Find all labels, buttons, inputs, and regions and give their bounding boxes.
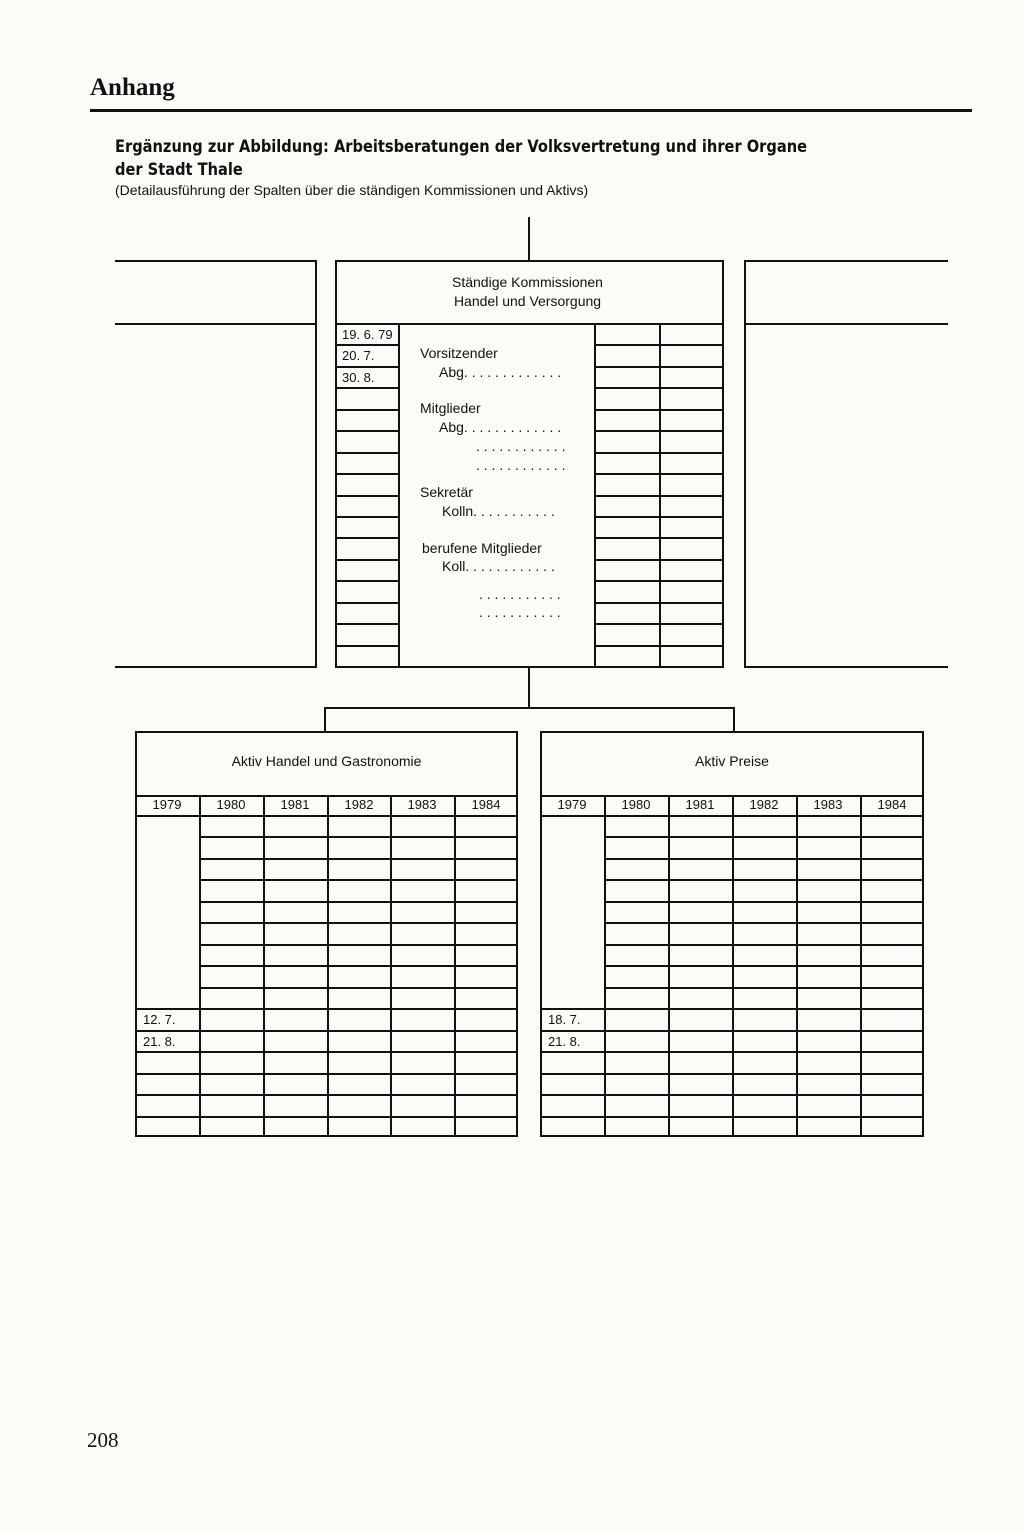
aktiv-row-line — [199, 987, 518, 989]
commission-date-row-line — [335, 537, 399, 539]
commission-date: 20. 7. — [342, 348, 375, 363]
aktiv-row-line — [604, 858, 924, 860]
right-box-bottom — [744, 666, 948, 668]
commission-date-row-line — [335, 430, 399, 432]
commission-right-row-line — [594, 387, 724, 389]
commission-right-row-line — [594, 516, 724, 518]
aktiv-row-line — [540, 1073, 924, 1075]
aktiv-row-line — [540, 1051, 924, 1053]
chair-label: Vorsitzender — [420, 345, 498, 361]
members-line-2: . . . . . . . . . . . . — [476, 438, 566, 454]
heading-line-1: Ergänzung zur Abbildung: Arbeitsberatungen der Volksvertretung und ihrer Organe — [115, 137, 808, 157]
commission-title-line-1: Ständige Kommissionen — [452, 274, 603, 290]
commission-right-row-line — [594, 645, 724, 647]
aktiv-row-line — [540, 1116, 924, 1118]
aktiv-row-line — [135, 1008, 518, 1010]
aktiv-row-line — [135, 1030, 518, 1032]
year-header: 1984 — [877, 797, 907, 812]
commission-date-row-line — [335, 473, 399, 475]
commission-right-row-line — [594, 602, 724, 604]
year-header: 1981 — [685, 797, 715, 812]
commission-header-divider — [335, 323, 724, 325]
members-line-1: Abg. . . . . . . . . . . . . — [439, 419, 562, 435]
secretary-label: Sekretär — [420, 484, 473, 500]
aktiv-row-line — [604, 965, 924, 967]
commission-right-row-line — [594, 580, 724, 582]
year-header: 1979 — [152, 797, 182, 812]
appointed-line-3: . . . . . . . . . . . — [479, 604, 561, 620]
commission-date-row-line — [335, 495, 399, 497]
commission-title — [400, 273, 655, 311]
commission-right-row-line — [594, 366, 724, 368]
year-header: 1981 — [280, 797, 310, 812]
header-rule — [90, 109, 972, 112]
commission-date: 30. 8. — [342, 370, 375, 385]
heading-line-2: der Stadt Thale — [115, 160, 243, 180]
aktiv-row-line — [199, 965, 518, 967]
aktiv-row-line — [540, 1008, 924, 1010]
commission-date-row-line — [335, 580, 399, 582]
aktiv-row-line — [604, 987, 924, 989]
left-box-mid — [115, 323, 317, 325]
aktiv-row-line — [199, 858, 518, 860]
branch-right-drop — [733, 707, 735, 733]
aktiv-date: 12. 7. — [143, 1012, 176, 1027]
aktiv-row-line — [540, 1094, 924, 1096]
page-subheading: (Detailausführung der Spalten über die ständigen Kommissionen und Aktivs) — [115, 182, 589, 198]
page-number: 208 — [87, 1428, 119, 1452]
commission-right-row-line — [594, 623, 724, 625]
aktiv-row-line — [199, 836, 518, 838]
year-header: 1979 — [557, 797, 587, 812]
commission-right-row-line — [594, 559, 724, 561]
aktiv-date: 18. 7. — [548, 1012, 581, 1027]
commission-right-row-line — [594, 409, 724, 411]
appointed-label: berufene Mitglieder — [422, 540, 542, 556]
appointed-line-1: Koll. . . . . . . . . . . . — [442, 558, 555, 574]
year-header: 1982 — [344, 797, 374, 812]
commission-date-row-line — [335, 623, 399, 625]
commission-date-row-line — [335, 452, 399, 454]
commission-right-row-line — [594, 452, 724, 454]
aktiv-row-line — [604, 879, 924, 881]
right-box-mid — [744, 323, 948, 325]
branch-left-drop — [324, 707, 326, 733]
commission-date-row-line — [335, 516, 399, 518]
aktiv-row-line — [199, 901, 518, 903]
aktiv-row-line — [540, 1030, 924, 1032]
commission-date-row-line — [335, 559, 399, 561]
aktiv-row-line — [199, 922, 518, 924]
commission-date-row-line — [335, 387, 399, 389]
aktiv-row-line — [604, 922, 924, 924]
top-connector — [528, 217, 530, 262]
aktiv-row-line — [604, 836, 924, 838]
right-box-side — [744, 260, 746, 668]
members-line-3: . . . . . . . . . . . . — [476, 457, 566, 473]
commission-right-row-line — [594, 495, 724, 497]
commission-right-row-line — [594, 344, 724, 346]
left-box-side — [315, 260, 317, 668]
commission-right-row-line — [594, 537, 724, 539]
year-header: 1983 — [407, 797, 437, 812]
commission-date-row-line — [335, 602, 399, 604]
commission-date-row-line — [335, 344, 399, 346]
aktiv-date: 21. 8. — [548, 1034, 581, 1049]
aktiv-row-line — [135, 1116, 518, 1118]
page-heading — [115, 136, 807, 182]
commission-right-row-line — [594, 473, 724, 475]
aktiv-row-line — [199, 944, 518, 946]
section-title: Anhang — [90, 74, 175, 101]
aktiv-row-line — [604, 944, 924, 946]
aktiv-right-title: Aktiv Preise — [695, 753, 769, 769]
commission-date: 19. 6. 79 — [342, 327, 393, 342]
left-box-bottom — [115, 666, 317, 668]
branch-connector — [324, 707, 735, 709]
commission-title-line-2: Handel und Versorgung — [453, 293, 602, 309]
commission-right-row-line — [594, 430, 724, 432]
aktiv-row-line — [135, 1051, 518, 1053]
year-header: 1980 — [216, 797, 246, 812]
aktiv-row-line — [135, 1094, 518, 1096]
aktiv-row-line — [199, 879, 518, 881]
aktiv-date: 21. 8. — [143, 1034, 176, 1049]
year-header: 1983 — [813, 797, 843, 812]
year-header: 1982 — [749, 797, 779, 812]
chair-line: Abg. . . . . . . . . . . . . — [439, 364, 562, 380]
aktiv-row-line — [604, 901, 924, 903]
year-header: 1980 — [621, 797, 651, 812]
members-label: Mitglieder — [420, 400, 481, 416]
aktiv-row-line — [135, 1073, 518, 1075]
commission-date-row-line — [335, 366, 399, 368]
right-box-top — [744, 260, 948, 262]
appointed-line-2: . . . . . . . . . . . — [479, 586, 561, 602]
secretary-line: Kolln. . . . . . . . . . . — [442, 503, 555, 519]
year-header: 1984 — [471, 797, 501, 812]
left-box-top — [115, 260, 317, 262]
aktiv-left-title: Aktiv Handel und Gastronomie — [231, 753, 422, 769]
commission-date-row-line — [335, 645, 399, 647]
commission-date-row-line — [335, 409, 399, 411]
bottom-connector — [528, 668, 530, 708]
